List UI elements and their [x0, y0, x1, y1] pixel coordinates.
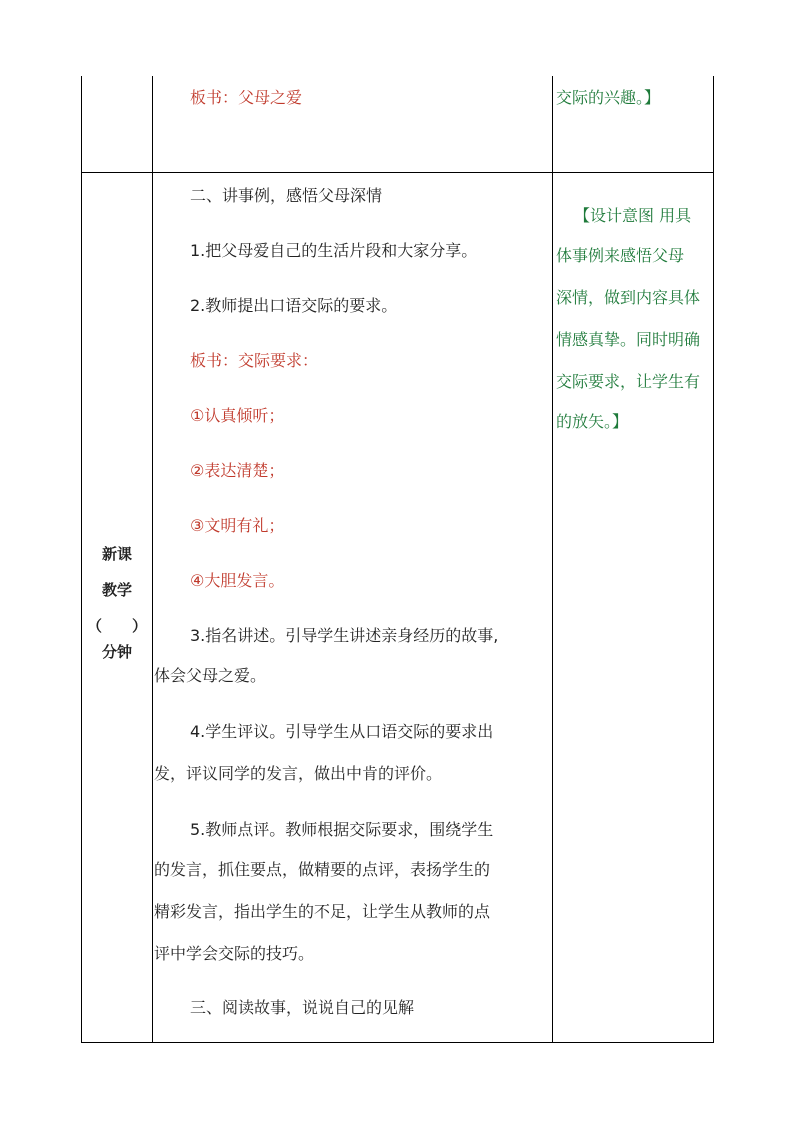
requirement-2: ②表达清楚； — [190, 461, 285, 480]
step-3-line2: 体会父母之爱。 — [154, 666, 267, 685]
heading-section-3: 三、阅读故事，说说自己的见解 — [190, 998, 415, 1017]
board-writing-requirements: 板书：交际要求： — [190, 351, 319, 370]
step-4-line1: 4.学生评议。引导学生从口语交际的要求出 — [190, 722, 494, 741]
step-5-line1: 5.教师点评。教师根据交际要求，围绕学生 — [190, 820, 494, 839]
design-intent-line6: 的放矢。】 — [556, 412, 629, 431]
table-border-bottom — [81, 1042, 714, 1043]
design-intent-line5: 交际要求，让学生有 — [556, 372, 701, 391]
table-border-right — [713, 76, 714, 1043]
table-row-divider — [81, 172, 714, 173]
step-2: 2.教师提出口语交际的要求。 — [190, 296, 398, 315]
step-3-line1: 3.指名讲述。引导学生讲述亲身经历的故事, — [190, 626, 499, 645]
step-5-line4: 评中学会交际的技巧。 — [154, 944, 315, 963]
step-5-line3: 精彩发言，指出学生的不足，让学生从教师的点 — [154, 902, 491, 921]
requirement-1: ①认真倾听； — [190, 406, 285, 425]
table-divider-col2 — [552, 76, 553, 1043]
table-divider-col1 — [152, 76, 153, 1043]
step-5-line2: 的发言，抓住要点，做精要的点评，表扬学生的 — [154, 860, 491, 879]
section-label-line1: 新课 — [101, 545, 132, 563]
step-1: 1.把父母爱自己的生活片段和大家分享。 — [190, 241, 478, 260]
design-intent-line2: 体事例来感悟父母 — [556, 246, 685, 265]
heading-section-2: 二、讲事例，感悟父母深情 — [190, 186, 383, 205]
requirement-4: ④大胆发言。 — [190, 571, 285, 590]
board-writing-title: 板书：父母之爱 — [190, 88, 303, 107]
step-4-line2: 发，评议同学的发言，做出中肯的评价。 — [154, 764, 443, 783]
section-label-line4: 分钟 — [101, 643, 132, 661]
design-intent-line4: 情感真挚。同时明确 — [556, 330, 701, 349]
section-label-line2: 教学 — [101, 581, 132, 599]
design-intent-line1: 【设计意图 用具 — [574, 206, 692, 225]
section-label-line3: （ ） — [86, 617, 147, 635]
requirement-3: ③文明有礼； — [190, 516, 285, 535]
design-intent-line3: 深情，做到内容具体 — [556, 288, 701, 307]
design-intent-tail: 交际的兴趣。】 — [556, 88, 661, 107]
